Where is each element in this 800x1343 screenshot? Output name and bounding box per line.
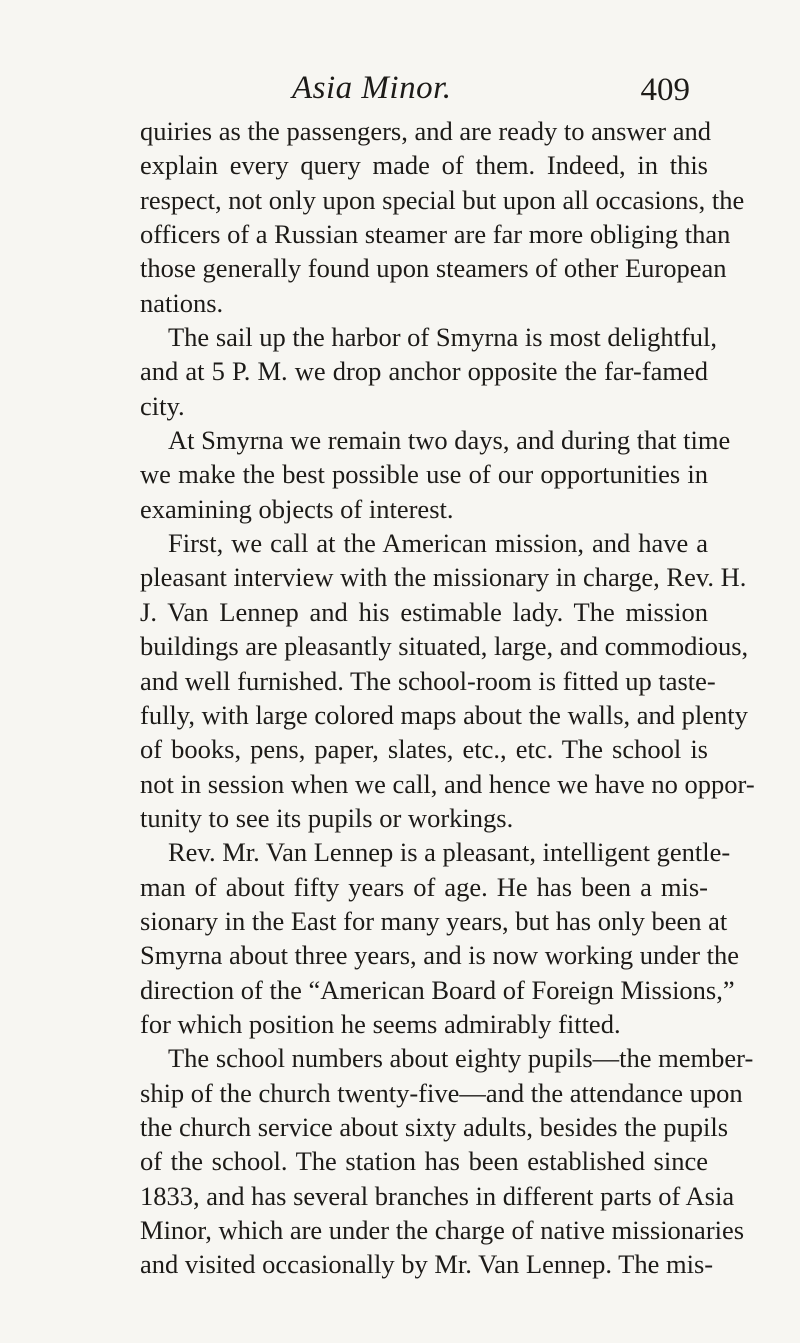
text-line: tunity to see its pupils or workings. xyxy=(140,802,514,833)
text-line: and well furnished. The school-room is fitted up taste- xyxy=(140,665,716,696)
text-line: J. Van Lennep and his estimable lady. The mission xyxy=(140,596,708,627)
text-line: sionary in the East for many years, but has only been at xyxy=(140,905,728,936)
text-line: examining objects of interest. xyxy=(140,493,454,524)
text-line: man of about fifty years of age. He has been a mis- xyxy=(140,871,708,902)
text-line: city. xyxy=(140,390,185,421)
text-line: Smyrna about three years, and is now working under the xyxy=(140,940,740,971)
text-line: Rev. Mr. Van Lennep is a pleasant, intelligent gentle- xyxy=(168,837,731,868)
text-line: for which position he seems admirably fitted. xyxy=(140,1008,621,1039)
text-line: officers of a Russian steamer are far more obliging than xyxy=(140,219,731,250)
text-line: and at 5 P. M. we drop anchor opposite the far-famed xyxy=(140,356,708,387)
text-line: of books, pens, paper, slates, etc., etc. The school is xyxy=(140,734,708,765)
body-text xyxy=(140,114,755,1282)
running-title: Asia Minor. xyxy=(292,70,452,106)
page-header xyxy=(140,70,720,120)
text-line: quiries as the passengers, and are ready to answer and xyxy=(140,116,712,146)
text-line: buildings are pleasantly situated, large, and commodious, xyxy=(140,631,749,662)
text-line: direction of the “American Board of Foreign Missions,” xyxy=(140,974,735,1005)
text-line: those generally found upon steamers of other European xyxy=(140,253,727,284)
text-line: ship of the church twenty-five—and the attendance upon xyxy=(140,1077,743,1108)
text-line: not in session when we call, and hence we have no oppor- xyxy=(140,768,755,799)
text-line: nations. xyxy=(140,287,224,318)
text-line: we make the best possible use of our opportunities in xyxy=(140,459,708,490)
text-line: Minor, which are under the charge of native missionaries xyxy=(140,1215,745,1245)
text-line: the church service about sixty adults, besides the pupils xyxy=(140,1111,729,1142)
text-line: The sail up the harbor of Smyrna is most delightful, xyxy=(168,322,718,353)
page-number: 409 xyxy=(640,72,690,108)
text-line: fully, with large colored maps about the walls, and plenty xyxy=(140,699,748,730)
text-line: of the school. The station has been established since xyxy=(140,1146,708,1177)
text-line: respect, not only upon special but upon all occasions, the xyxy=(140,184,745,215)
text-line: and visited occasionally by Mr. Van Lennep. The mis- xyxy=(140,1249,714,1280)
text-line: pleasant interview with the missionary in charge, Rev. H. xyxy=(140,562,747,593)
text-line: 1833, and has several branches in different parts of Asia xyxy=(140,1180,735,1211)
text-line: explain every query made of them. Indeed, in this xyxy=(140,150,708,181)
text-line: The school numbers about eighty pupils—the member- xyxy=(168,1043,754,1074)
text-line: First, we call at the American mission, and have a xyxy=(168,528,708,559)
text-line: At Smyrna we remain two days, and during that time xyxy=(168,425,731,456)
